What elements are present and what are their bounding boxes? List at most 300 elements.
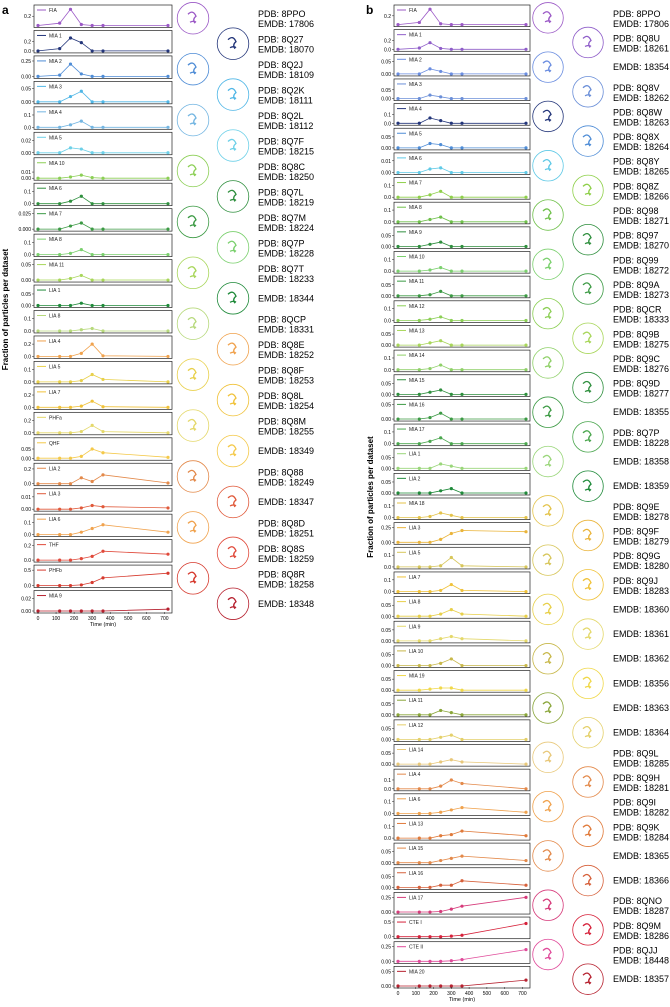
data-point [396,541,399,544]
data-point [58,22,61,25]
data-point [428,93,431,96]
data-point [450,270,453,273]
x-tick-label: 100 [51,616,61,622]
data-point [450,608,453,611]
data-point [460,529,463,532]
data-point [91,278,94,281]
fibril-thumbnail [573,767,604,798]
data-point [36,406,39,409]
data-point [91,447,94,450]
data-point [460,760,463,763]
fibril-thumbnail [573,520,604,551]
pdb-id: PDB: 8Q9F [613,526,660,537]
data-point [69,36,72,39]
legend-label: MIA 11 [49,262,65,269]
legend-label: LIA 5 [49,364,61,371]
data-point [460,122,463,125]
data-point [80,195,83,198]
fibril-thumbnail [533,150,564,181]
data-point [418,196,421,199]
data-point [418,97,421,100]
y-tick-label: 0.05 [381,874,391,881]
y-tick-label: 0.1 [384,777,391,784]
y-tick-label: 0.2 [384,13,391,20]
data-point [58,202,61,205]
pdb-id: PDB: 8Q99 [613,255,659,266]
data-point [80,379,83,382]
data-point [80,328,83,331]
legend-label: LIA 3 [409,525,421,532]
pdb-id: PDB: 8Q7T [258,263,305,274]
pdb-id: PDB: 8Q8Z [613,181,660,192]
legend-label: MIA 13 [409,328,425,335]
fibril-thumbnail [533,52,564,83]
data-point [396,689,399,692]
data-point [460,319,463,322]
data-point [439,240,442,243]
data-point [460,23,463,26]
data-point [460,689,463,692]
y-tick-label: 0.1 [384,577,391,584]
data-point [524,811,527,814]
data-point [450,319,453,322]
emdb-id: EMDB: 18271 [613,216,670,227]
data-point [428,391,431,394]
data-point [396,368,399,371]
y-tick-label: 0.0 [24,48,31,55]
x-tick-label: 0 [396,991,400,997]
y-tick-label: 0.00 [21,74,31,81]
data-point [524,196,527,199]
pdb-id: PDB: 8Q8C [258,161,306,172]
data-point [450,393,453,396]
data-point [524,417,527,420]
legend-label: LIA 12 [409,722,424,729]
emdb-id: EMDB: 18254 [258,401,315,412]
emdb-id: EMDB: 18283 [613,585,670,596]
data-point [428,639,431,642]
data-point [418,516,421,519]
pdb-id: PDB: 8Q8M [258,416,307,427]
emdb-id: EMDB: 18358 [613,456,670,467]
data-point [80,41,83,44]
data-point [58,228,61,231]
data-point [439,216,442,219]
data-point [439,884,442,887]
data-point [91,126,94,129]
data-point [166,278,169,281]
y-tick-label: 0.1 [24,367,31,374]
emdb-id: EMDB: 18357 [613,974,670,985]
fibril-thumbnail [177,512,209,544]
data-point [439,984,442,987]
data-point [101,278,104,281]
data-point [428,687,431,690]
data-point [450,857,453,860]
data-point [69,8,72,11]
y-tick-label: 0.1 [24,240,31,247]
data-point [450,368,453,371]
fibril-thumbnail [217,384,249,416]
fibril-thumbnail [573,915,604,946]
pdb-id: PDB: 8QCR [613,304,662,315]
legend-label: CTE II [409,944,424,951]
data-point [428,713,431,716]
emdb-id: EMDB: 18264 [613,142,670,153]
data-point [428,565,431,568]
fibril-thumbnail [177,206,209,238]
y-tick-label: 0.0 [384,121,391,128]
data-point [396,935,399,938]
data-point [418,689,421,692]
data-point [524,294,527,297]
data-point [439,190,442,193]
y-tick-label: 0.05 [381,479,391,486]
data-point [396,319,399,322]
fibril-thumbnail [573,274,604,305]
data-point [166,329,169,332]
emdb-id: EMDB: 18281 [613,782,670,793]
data-point [524,664,527,667]
y-tick-label: 0.5 [24,568,31,575]
y-tick-label: 0.01 [21,170,31,177]
emdb-id: EMDB: 18259 [258,553,315,564]
emdb-id: EMDB: 18365 [613,850,670,861]
fibril-thumbnail [533,298,564,329]
emdb-id: EMDB: 18112 [258,121,314,132]
fibril-thumbnail [533,594,564,625]
data-point [91,49,94,52]
data-point [58,253,61,256]
data-point [396,763,399,766]
data-point [418,639,421,642]
y-tick-label: 0.1 [384,112,391,119]
data-point [418,21,421,24]
fibril-thumbnail [217,130,249,162]
data-point [91,327,94,330]
legend-label: MIA 10 [49,160,65,167]
data-point [460,48,463,51]
data-point [101,126,104,129]
data-point [450,532,453,535]
data-point [166,126,169,129]
data-point [166,355,169,358]
data-point [460,393,463,396]
y-tick-label: 0.1 [384,355,391,362]
legend-label: MIA 6 [49,186,62,193]
data-point [58,609,61,612]
y-tick-label: 0.05 [381,134,391,141]
emdb-id: EMDB: 18250 [258,171,315,182]
data-point [524,922,527,925]
data-point [69,95,72,98]
emdb-id: EMDB: 18251 [258,528,315,539]
data-point [439,811,442,814]
data-point [439,589,442,592]
data-point [524,590,527,593]
data-point [428,293,431,296]
fibril-thumbnail [177,257,209,289]
y-tick-label: 0.2 [24,39,31,46]
emdb-id: EMDB: 18344 [258,293,315,304]
y-tick-label: 0.0 [384,318,391,325]
data-point [450,778,453,781]
emdb-id: EMDB: 18354 [613,62,670,73]
emdb-id: EMDB: 18347 [258,496,315,507]
pdb-id: PDB: 8Q8E [258,340,305,351]
legend-label: MIA 4 [409,106,422,113]
data-point [439,538,442,541]
legend-label: LIA 6 [49,517,61,524]
emdb-id: EMDB: 18258 [258,579,315,590]
pdb-id: PDB: 8Q8L [258,391,304,402]
data-point [396,220,399,223]
emdb-id: EMDB: 18331 [258,324,315,335]
legend-label: LIA 17 [409,895,424,902]
y-tick-label: 0.00 [381,417,391,424]
data-point [80,557,83,560]
legend-label: MIA 1 [409,32,422,39]
data-point [460,879,463,882]
fibril-thumbnail [533,249,564,280]
data-point [36,75,39,78]
data-point [69,123,72,126]
fibril-thumbnail [533,496,564,527]
fibril-thumbnail [533,200,564,231]
y-tick-label: 0.05 [381,652,391,659]
data-point [58,304,61,307]
fibril-thumbnail [177,461,209,493]
data-point [460,417,463,420]
data-point [80,352,83,355]
data-point [101,100,104,103]
panel-letter: b [366,3,374,17]
legend-label: MIA 9 [409,229,422,236]
y-tick-label: 0.0 [24,379,31,386]
data-point [91,75,94,78]
data-point [428,116,431,119]
pdb-id: PDB: 8PPO [613,8,661,19]
y-tick-label: 0.00 [21,507,31,514]
data-point [69,355,72,358]
data-point [428,218,431,221]
pdb-id: PDB: 8Q9I [613,797,657,808]
data-point [524,516,527,519]
y-tick-label: 0.01 [381,158,391,165]
data-point [450,23,453,26]
data-point [166,431,169,434]
data-point [439,489,442,492]
pdb-id: PDB: 8Q97 [613,230,659,241]
data-point [524,979,527,982]
data-point [460,984,463,987]
legend-label: LIA 1 [409,451,421,458]
y-axis-title: Fraction of particles per dataset [366,436,375,558]
y-tick-label: 0.0 [384,195,391,202]
data-point [91,202,94,205]
data-point [36,329,39,332]
data-point [524,615,527,618]
data-point [450,196,453,199]
legend-label: LIA 3 [49,491,61,498]
data-point [439,960,442,963]
emdb-id: EMDB: 18266 [613,191,670,202]
data-point [101,550,104,553]
y-tick-label: 0.02 [21,596,31,603]
pdb-id: PDB: 8Q9D [613,378,661,389]
data-point [36,177,39,180]
legend-label: LIA 6 [409,796,421,803]
data-point [58,558,61,561]
data-point [396,787,399,790]
emdb-id: EMDB: 18448 [613,955,670,966]
data-point [524,97,527,100]
legend-label: MIA 12 [409,303,425,310]
pdb-id: PDB: 8Q8R [258,569,306,580]
fibril-thumbnail [533,397,564,428]
pdb-id: PDB: 8Q9M [613,920,662,931]
y-tick-label: 0.00 [381,293,391,300]
data-point [166,456,169,459]
legend-label: THF [49,542,59,549]
data-point [428,861,431,864]
fibril-thumbnail [217,181,249,213]
legend-label: LIA 8 [409,599,421,606]
pdb-id: PDB: 8Q8F [258,365,305,376]
data-point [418,270,421,273]
legend-label: QHF [49,440,60,447]
emdb-id: EMDB: 18333 [613,314,670,325]
y-tick-label: 0.1 [24,316,31,323]
data-point [69,609,72,612]
y-tick-label: 0.00 [21,303,31,310]
data-point [418,787,421,790]
pdb-id: PDB: 8Q7P [613,427,660,438]
data-point [80,506,83,509]
y-tick-label: 0.05 [381,87,391,94]
data-point [396,344,399,347]
y-tick-label: 0.0 [24,558,31,565]
data-point [418,664,421,667]
emdb-id: EMDB: 17806 [613,18,670,29]
data-point [439,266,442,269]
data-point [36,100,39,103]
data-point [69,584,72,587]
y-tick-label: 0.05 [381,677,391,684]
data-point [418,565,421,568]
legend-label: LIA 5 [409,550,421,557]
data-point [166,481,169,484]
data-point [439,119,442,122]
data-point [450,48,453,51]
fibril-thumbnail [573,619,604,650]
emdb-id: EMDB: 18355 [613,407,670,418]
data-point [36,482,39,485]
fibril-thumbnail [573,964,604,995]
data-point [396,442,399,445]
y-tick-label: 0.2 [24,342,31,349]
y-tick-label: 0.0 [384,564,391,571]
data-point [460,713,463,716]
data-point [450,833,453,836]
pdb-id: PDB: 8Q2L [258,111,304,122]
fibril-thumbnail [573,126,604,157]
data-point [450,657,453,660]
y-tick-label: 0.1 [384,257,391,264]
fibril-thumbnail [573,224,604,255]
data-point [450,583,453,586]
emdb-id: EMDB: 18363 [613,703,670,714]
data-point [80,430,83,433]
data-point [439,834,442,837]
data-point [460,738,463,741]
data-point [524,220,527,223]
data-point [428,960,431,963]
data-point [460,806,463,809]
y-tick-label: 0.00 [21,278,31,285]
data-point [460,97,463,100]
data-point [524,344,527,347]
data-point [439,462,442,465]
data-point [418,615,421,618]
emdb-id: EMDB: 18286 [613,930,670,941]
fibril-thumbnail [533,841,564,872]
y-tick-label: 0.00 [381,614,391,621]
y-tick-label: 0.1 [384,553,391,560]
y-tick-label: 0.05 [381,726,391,733]
pdb-id: PDB: 8QCP [258,314,307,325]
y-tick-label: 0.000 [18,227,31,234]
legend-label: LIA 2 [49,466,61,473]
data-point [36,584,39,587]
data-point [101,354,104,357]
data-point [101,177,104,180]
legend-label: LIA 11 [409,698,423,705]
emdb-id: EMDB: 18285 [613,758,670,769]
data-point [396,270,399,273]
data-point [418,72,421,75]
data-point [460,855,463,858]
data-point [460,270,463,273]
pdb-id: PDB: 8Q88 [258,467,304,478]
x-tick-label: 300 [447,991,456,997]
data-point [524,491,527,494]
fibril-thumbnail [217,79,249,111]
data-point [91,343,94,346]
data-point [101,151,104,154]
data-point [418,960,421,963]
data-point [396,294,399,297]
y-tick-label: 0.1 [384,183,391,190]
data-point [101,523,104,526]
data-point [58,355,61,358]
data-point [166,100,169,103]
data-point [439,70,442,73]
data-point [36,380,39,383]
y-tick-label: 0.0 [24,583,31,590]
pdb-id: PDB: 8Q7P [258,238,305,249]
data-point [69,380,72,383]
x-tick-label: 0 [36,616,40,622]
data-point [80,609,83,612]
pdb-id: PDB: 8Q8W [613,107,663,118]
data-point [166,608,169,611]
legend-label: MIA 1 [49,33,62,40]
y-tick-label: 0.05 [381,59,391,66]
data-point [418,319,421,322]
data-point [428,440,431,443]
data-point [58,177,61,180]
